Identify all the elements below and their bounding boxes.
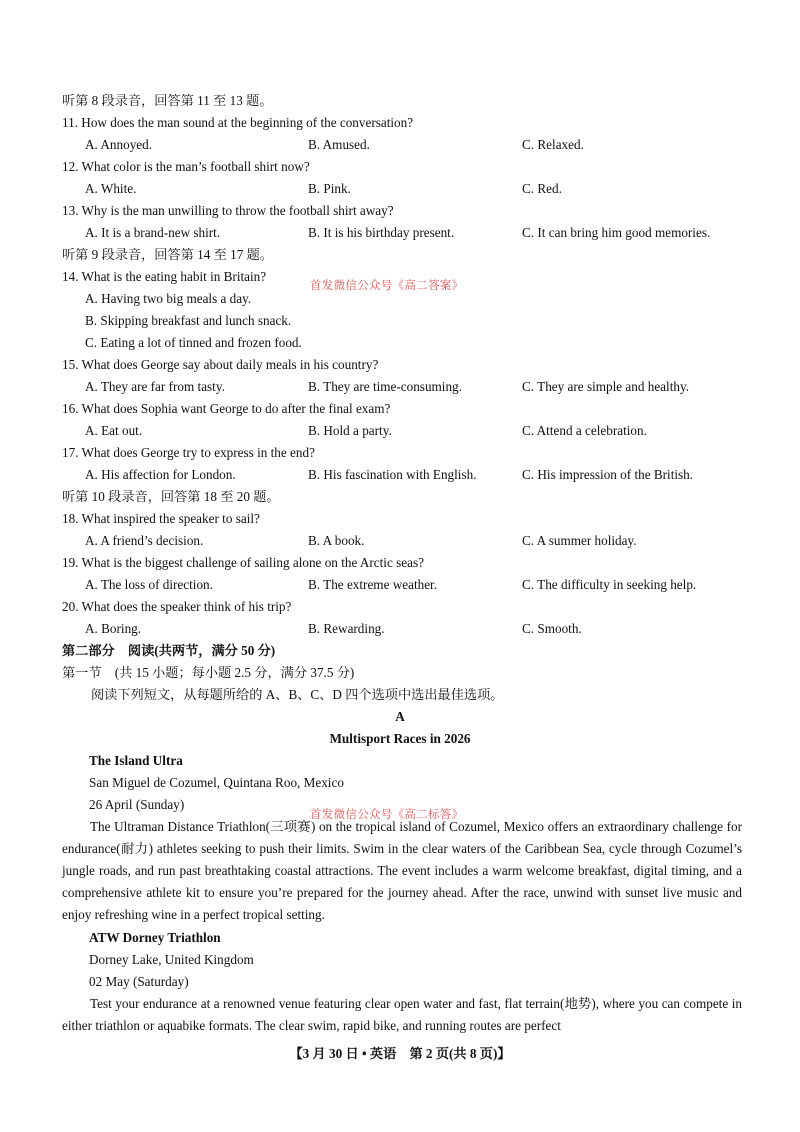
q19-option-c: C. The difficulty in seeking help.	[522, 577, 697, 592]
race-2-name: ATW Dorney Triathlon	[89, 930, 221, 945]
part-2-heading: 第二部分 阅读(共两节，满分 50 分)	[62, 643, 276, 658]
race-1-description	[62, 816, 742, 926]
passage-title: Multisport Races in 2026	[329, 731, 471, 746]
section-1-heading: 第一节 (共 15 小题；每小题 2.5 分，满分 37.5 分)	[62, 665, 355, 680]
q20-option-c: C. Smooth.	[522, 621, 582, 636]
q14-option-a: A. Having two big meals a day.	[85, 291, 252, 306]
watermark-text: 首发微信公众号《高二答案》	[310, 280, 464, 292]
q13-option-b: B. It is his birthday present.	[308, 225, 455, 240]
race-1-body: The Ultraman Distance Triathlon(三项赛) on the tropical island of Cozumel, Mexico offers an extraordinary challenge for endurance(耐力) athletes seeking to push their limits. Swim in the clear waters of the Caribbean Sea, cycle through Cozumel’s jungle roads, and run past breathtaking coastal attractions. The event includes a warm welcome breakfast, digital timing, and a comprehensive athlete kit to ensure you’re prepared for the journey ahead. After the race, unwind with sunset live music and enjoy refreshing wine in a perfect tropical setting.	[62, 819, 742, 922]
q16-option-c: C. Attend a celebration.	[522, 423, 647, 438]
q16-option-b: B. Hold a party.	[308, 423, 392, 438]
question-20: 20. What does the speaker think of his trip?	[62, 599, 292, 614]
q12-option-a: A. White.	[85, 181, 137, 196]
section-9-instruction: 听第 9 段录音，回答第 14 至 17 题。	[62, 247, 273, 262]
question-15: 15. What does George say about daily meals in his country?	[62, 357, 379, 372]
passage-letter: A	[395, 709, 405, 724]
question-16: 16. What does Sophia want George to do after the final exam?	[62, 401, 391, 416]
race-1-date: 26 April (Sunday)	[89, 797, 185, 812]
q16-option-a: A. Eat out.	[85, 423, 143, 438]
question-11: 11. How does the man sound at the beginning of the conversation?	[62, 115, 414, 130]
section-8-instruction: 听第 8 段录音，回答第 11 至 13 题。	[62, 93, 273, 108]
race-2-date: 02 May (Saturday)	[89, 974, 189, 989]
question-18: 18. What inspired the speaker to sail?	[62, 511, 260, 526]
question-19: 19. What is the biggest challenge of sailing alone on the Arctic seas?	[62, 555, 424, 570]
race-1-location: San Miguel de Cozumel, Quintana Roo, Mexico	[89, 775, 344, 790]
q15-option-c: C. They are simple and healthy.	[522, 379, 689, 394]
reading-instruction: 阅读下列短文，从每题所给的 A、B、C、D 四个选项中选出最佳选项。	[91, 687, 504, 702]
q19-option-b: B. The extreme weather.	[308, 577, 438, 592]
q18-option-b: B. A book.	[308, 533, 365, 548]
q11-option-a: A. Annoyed.	[85, 137, 153, 152]
q18-option-c: C. A summer holiday.	[522, 533, 637, 548]
q15-option-a: A. They are far from tasty.	[85, 379, 225, 394]
section-10-instruction: 听第 10 段录音，回答第 18 至 20 题。	[62, 489, 280, 504]
question-14: 14. What is the eating habit in Britain?	[62, 269, 267, 284]
q14-option-c: C. Eating a lot of tinned and frozen food.	[85, 335, 302, 350]
race-2-location: Dorney Lake, United Kingdom	[89, 952, 254, 967]
q13-option-c: C. It can bring him good memories.	[522, 225, 711, 240]
page-footer: 【3 月 30 日 • 英语 第 2 页(共 8 页)】	[289, 1046, 511, 1061]
q17-option-a: A. His affection for London.	[85, 467, 236, 482]
q12-option-b: B. Pink.	[308, 181, 351, 196]
q13-option-a: A. It is a brand-new shirt.	[85, 225, 221, 240]
watermark-text-2: 首发微信公众号《高二标答》	[310, 809, 464, 821]
question-17: 17. What does George try to express in the end?	[62, 445, 315, 460]
q17-option-b: B. His fascination with English.	[308, 467, 477, 482]
q20-option-b: B. Rewarding.	[308, 621, 385, 636]
question-12: 12. What color is the man’s football shirt now?	[62, 159, 310, 174]
q19-option-a: A. The loss of direction.	[85, 577, 213, 592]
q18-option-a: A. A friend’s decision.	[85, 533, 204, 548]
q20-option-a: A. Boring.	[85, 621, 142, 636]
race-1-name: The Island Ultra	[89, 753, 183, 768]
q17-option-c: C. His impression of the British.	[522, 467, 694, 482]
q11-option-c: C. Relaxed.	[522, 137, 584, 152]
q12-option-c: C. Red.	[522, 181, 562, 196]
question-13: 13. Why is the man unwilling to throw the football shirt away?	[62, 203, 394, 218]
q14-option-b: B. Skipping breakfast and lunch snack.	[85, 313, 292, 328]
race-2-description	[62, 993, 742, 1037]
race-2-body: Test your endurance at a renowned venue featuring clear open water and fast, flat terrain(地势), where you can compete in either triathlon or aquabike formats. The clear swim, rapid bike, and running routes are perfect	[62, 996, 742, 1033]
q11-option-b: B. Amused.	[308, 137, 370, 152]
q15-option-b: B. They are time-consuming.	[308, 379, 462, 394]
